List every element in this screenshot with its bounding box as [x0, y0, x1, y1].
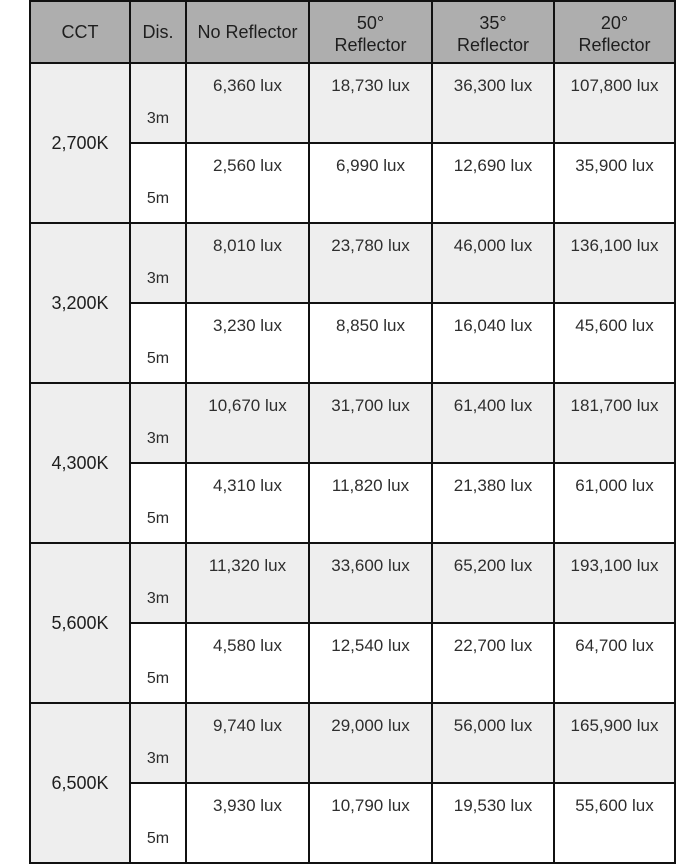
- header-50-label: Reflector: [334, 35, 407, 55]
- lux-cell-35-reflector: 12,690 lux: [432, 143, 554, 223]
- header-cct: CCT: [30, 1, 130, 63]
- lux-cell-20-reflector: 45,600 lux: [554, 303, 675, 383]
- lux-cell-50-reflector: 29,000 lux: [309, 703, 432, 783]
- distance-cell: 5m: [130, 463, 186, 543]
- lux-cell-20-reflector: 165,900 lux: [554, 703, 675, 783]
- lux-cell-no-reflector: 9,740 lux: [186, 703, 309, 783]
- lux-cell-35-reflector: 56,000 lux: [432, 703, 554, 783]
- lux-cell-35-reflector: 65,200 lux: [432, 543, 554, 623]
- table-row: [30, 543, 675, 623]
- cct-cell: 4,300K: [30, 383, 130, 543]
- header-35-label: Reflector: [456, 35, 530, 55]
- lux-cell-35-reflector: 61,400 lux: [432, 383, 554, 463]
- table-row: [30, 703, 675, 783]
- lux-cell-35-reflector: 46,000 lux: [432, 223, 554, 303]
- lux-cell-20-reflector: 136,100 lux: [554, 223, 675, 303]
- lux-cell-20-reflector: 64,700 lux: [554, 623, 675, 703]
- distance-cell: 5m: [130, 143, 186, 223]
- header-50-reflector: [309, 1, 432, 63]
- lux-cell-20-reflector: 181,700 lux: [554, 383, 675, 463]
- lux-cell-35-reflector: 19,530 lux: [432, 783, 554, 863]
- distance-cell: 3m: [130, 703, 186, 783]
- cct-cell: 2,700K: [30, 63, 130, 223]
- header-35-reflector: [432, 1, 554, 63]
- lux-cell-50-reflector: 18,730 lux: [309, 63, 432, 143]
- lux-cell-50-reflector: 31,700 lux: [309, 383, 432, 463]
- lux-cell-no-reflector: 3,230 lux: [186, 303, 309, 383]
- header-row: [30, 1, 675, 63]
- distance-cell: 5m: [130, 303, 186, 383]
- header-20-label: Reflector: [578, 35, 651, 55]
- lux-cell-20-reflector: 61,000 lux: [554, 463, 675, 543]
- lux-cell-20-reflector: 193,100 lux: [554, 543, 675, 623]
- header-no-reflector: No Reflector: [186, 1, 309, 63]
- lux-cell-50-reflector: 10,790 lux: [309, 783, 432, 863]
- distance-cell: 3m: [130, 223, 186, 303]
- lux-cell-20-reflector: 35,900 lux: [554, 143, 675, 223]
- lux-cell-no-reflector: 2,560 lux: [186, 143, 309, 223]
- cct-cell: 3,200K: [30, 223, 130, 383]
- table-row: [30, 223, 675, 303]
- lux-cell-no-reflector: 4,310 lux: [186, 463, 309, 543]
- lux-cell-no-reflector: 4,580 lux: [186, 623, 309, 703]
- lux-cell-35-reflector: 36,300 lux: [432, 63, 554, 143]
- header-50-angle: 50°: [356, 13, 385, 33]
- distance-cell: 3m: [130, 383, 186, 463]
- cct-cell: 5,600K: [30, 543, 130, 703]
- distance-cell: 3m: [130, 63, 186, 143]
- lux-cell-no-reflector: 3,930 lux: [186, 783, 309, 863]
- lux-cell-50-reflector: 8,850 lux: [309, 303, 432, 383]
- cct-cell: 6,500K: [30, 703, 130, 863]
- lux-cell-no-reflector: 10,670 lux: [186, 383, 309, 463]
- header-distance: Dis.: [130, 1, 186, 63]
- table-row: [30, 63, 675, 143]
- distance-cell: 5m: [130, 783, 186, 863]
- lux-cell-20-reflector: 55,600 lux: [554, 783, 675, 863]
- lux-cell-no-reflector: 11,320 lux: [186, 543, 309, 623]
- lux-cell-no-reflector: 6,360 lux: [186, 63, 309, 143]
- lux-cell-50-reflector: 6,990 lux: [309, 143, 432, 223]
- table-row: [30, 383, 675, 463]
- lux-cell-50-reflector: 11,820 lux: [309, 463, 432, 543]
- lux-cell-35-reflector: 21,380 lux: [432, 463, 554, 543]
- lux-cell-50-reflector: 33,600 lux: [309, 543, 432, 623]
- lux-cell-35-reflector: 16,040 lux: [432, 303, 554, 383]
- lux-cell-20-reflector: 107,800 lux: [554, 63, 675, 143]
- header-20-angle: 20°: [600, 13, 629, 33]
- distance-cell: 5m: [130, 623, 186, 703]
- header-20-reflector: [554, 1, 675, 63]
- lux-cell-50-reflector: 23,780 lux: [309, 223, 432, 303]
- header-35-angle: 35°: [479, 13, 507, 33]
- distance-cell: 3m: [130, 543, 186, 623]
- illuminance-table: [29, 0, 676, 864]
- lux-cell-50-reflector: 12,540 lux: [309, 623, 432, 703]
- lux-cell-35-reflector: 22,700 lux: [432, 623, 554, 703]
- lux-cell-no-reflector: 8,010 lux: [186, 223, 309, 303]
